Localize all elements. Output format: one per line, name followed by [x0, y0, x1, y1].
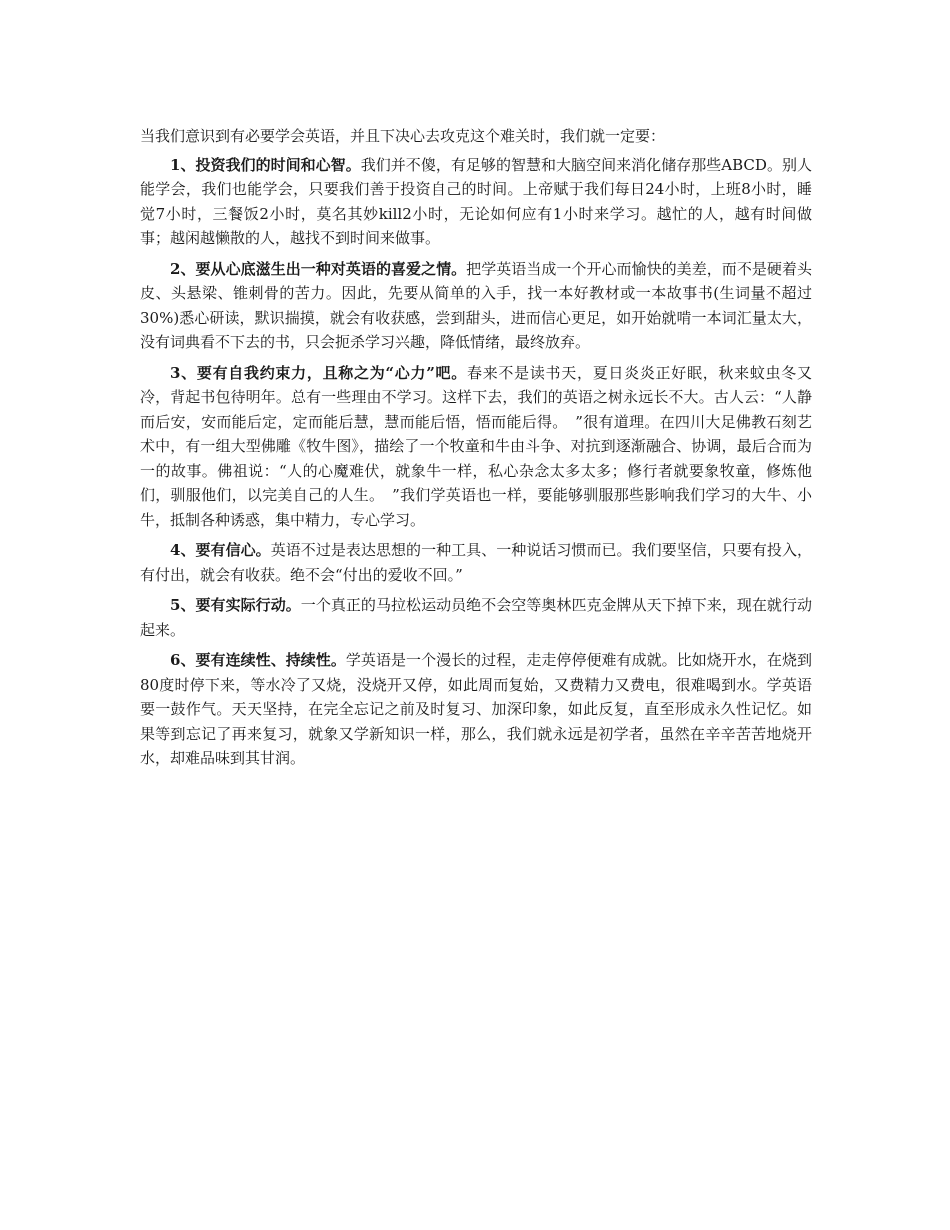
paragraph-2-heading: 2、要从心底滋生出一种对英语的喜爱之情。: [170, 259, 467, 278]
paragraph-6-body: 学英语是一个漫长的过程，走走停停便难有成就。比如烧开水，在烧到80度时停下来，等水冷了又烧，没烧开又停，如此周而复始，又费精力又费电，很难喝到水。学英语要一鼓作气。天天坚持，在完全忘记之前及时复习、加深印象，如此反复，直至形成永久性记忆。如果等到忘记了再来复习，就象又学新知识一样，那么，我们就永远是初学者，虽然在辛辛苦苦地烧开水，却难品味到其甘润。: [140, 651, 812, 767]
paragraph-2-body: 把学英语当成一个开心而愉快的美差，而不是硬着头皮、头悬梁、锥刺骨的苦力。因此，先要从简单的入手，找一本好教材或一本故事书(生词量不超过30%)悉心研读，默识揣摸，就会有收获感，尝到甜头，进而信心更足，如开始就啃一本词汇量太大，没有词典看不下去的书，只会扼杀学习兴趣，降低情绪，最终放弃。: [140, 259, 812, 351]
paragraph-3: [140, 361, 812, 533]
paragraph-5: [140, 593, 812, 642]
paragraph-5-body: 一个真正的马拉松运动员绝不会空等奥林匹克金牌从天下掉下来，现在就行动起来。: [140, 596, 812, 639]
paragraph-6: [140, 648, 812, 771]
paragraph-6-heading: 6、要有连续性、持续性。: [170, 651, 346, 669]
paragraph-5-heading: 5、要有实际行动。: [170, 596, 301, 614]
paragraph-4-heading: 4、要有信心。: [170, 541, 271, 559]
paragraph-3-body: 春来不是读书天，夏日炎炎正好眠，秋来蚊虫冬又冷，背起书包待明年。总有一些理由不学习。这样下去，我们的英语之树永远长不大。古人云：“人静而后安，安而能后定，定而能后慧，慧而能后悟，悟而能后得。 ”很有道理。在四川大足佛教石刻艺术中，有一组大型佛雕《牧牛图》，描绘了一个牧童和牛由斗争、对抗到逐渐融合、协调，最后合而为一的故事。佛祖说：“人的心魔难伏，就象牛一样，私心杂念太多太多；修行者就要象牧童，修炼他们，驯服他们，以完美自己的人生。 ”我们学英语也一样，要能够驯服那些影响我们学习的大牛、小牛，抵制各种诱惑，集中精力，专心学习。: [140, 363, 812, 529]
intro-text: 当我们意识到有必要学会英语，并且下决心去攻克这个难关时，我们就一定要：: [140, 127, 666, 145]
paragraph-1-heading: 1、投资我们的时间和心智。: [170, 155, 361, 174]
paragraph-4-body: 英语不过是表达思想的一种工具、一种说话习惯而已。我们要坚信，只要有投入，有付出，就会有收获。绝不会“付出的爱收不回。”: [140, 541, 812, 584]
paragraph-4: [140, 538, 812, 587]
paragraph-1-body: 我们并不傻，有足够的智慧和大脑空间来消化储存那些ABCD。别人能学会，我们也能学会，只要我们善于投资自己的时间。上帝赋于我们每日24小时，上班8小时，睡觉7小时，三餐饭2小时，莫名其妙kill2小时，无论如何应有1小时来学习。越忙的人，越有时间做事；越闲越懒散的人，越找不到时间来做事。: [140, 155, 812, 247]
paragraph-3-heading: 3、要有自我约束力，且称之为“心力”吧。: [170, 363, 467, 382]
paragraph-1: [140, 153, 812, 251]
paragraph-2: [140, 257, 812, 355]
document-page: [140, 124, 812, 777]
